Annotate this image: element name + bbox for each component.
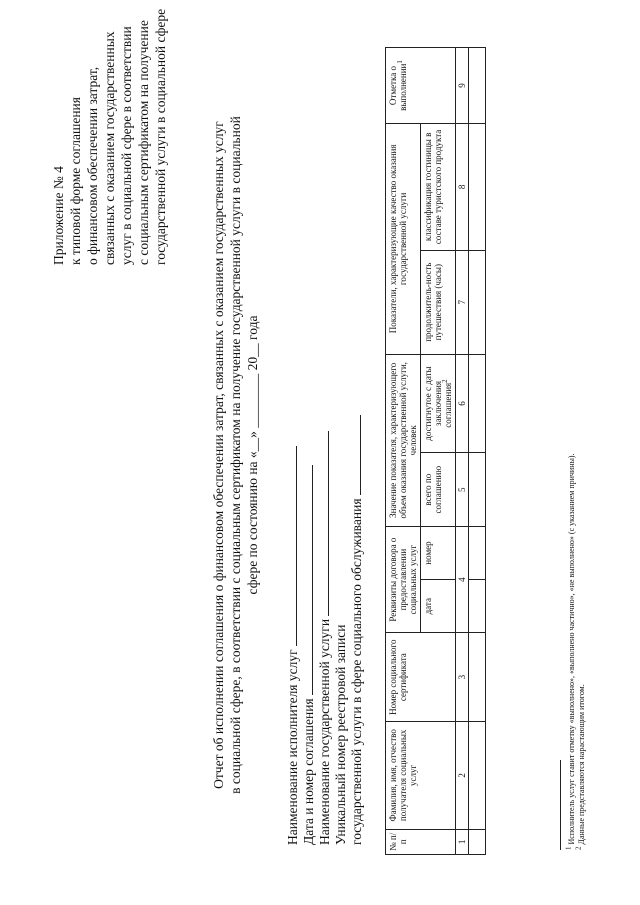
table-column-numbers	[456, 48, 469, 855]
header-mark-text: Отметка о выполнении	[388, 63, 408, 111]
title-line: сфере по состоянию на «__» ________ 20__ года	[245, 315, 260, 595]
table-cell	[469, 526, 486, 579]
appendix-line: с социальным сертификатом на получение	[136, 20, 151, 265]
footnote-2	[574, 250, 587, 850]
subheader-volume-total: всего по соглашению	[421, 453, 456, 526]
subheader-contract-date: дата	[421, 580, 456, 633]
title-line: в социальной сфере, в соответствии с социальным сертификатом на получение государственной услуги в социальной	[228, 116, 243, 794]
fill-line	[285, 446, 297, 646]
col-number: 6	[456, 354, 469, 453]
col-number: 1	[456, 829, 469, 854]
footnote-mark: 1	[564, 846, 573, 850]
title-line: Отчет об исполнении соглашения о финансовом обеспечении затрат, связанных с оказанием государственных услуг	[211, 121, 226, 789]
header-num: № п/п	[386, 829, 456, 854]
field-provider-name	[285, 125, 301, 845]
header-certificate: Номер социального сертификата	[386, 633, 456, 722]
col-number: 3	[456, 633, 469, 722]
table-header-row	[386, 48, 421, 855]
appendix-line: к типовой форме соглашения	[68, 97, 83, 265]
subheader-quality-class: классификация гостиницы в составе туристского продукта	[421, 124, 456, 251]
table-cell	[469, 829, 486, 854]
appendix-line: о финансовом обеспечении затрат,	[85, 66, 100, 265]
footnote-mark: 2	[574, 846, 583, 850]
table-row	[469, 48, 486, 855]
footnote-divider	[560, 760, 561, 850]
fill-line	[301, 465, 313, 695]
appendix-line: связанных с оказанием государственных	[102, 31, 117, 265]
header-recipient: Фамилия, имя, отчество получателя социальных услуг	[386, 722, 456, 830]
field-service-name	[317, 125, 333, 845]
header-mark	[386, 48, 456, 124]
report-fields	[285, 125, 365, 845]
table-cell	[469, 633, 486, 722]
footnote-ref: 1	[396, 60, 404, 64]
table-cell	[469, 580, 486, 633]
report-table	[385, 47, 486, 855]
subheader-contract-number: номер	[421, 526, 456, 579]
field-label: Наименование исполнителя услуг	[285, 649, 300, 845]
field-label: Наименование государственной услуги	[317, 618, 332, 845]
footnote-text: Данные представляются нарастающим итогом.	[577, 684, 586, 845]
table-cell	[469, 722, 486, 830]
col-number: 2	[456, 722, 469, 830]
appendix-line: услуг в социальной сфере в соответствии	[119, 26, 134, 265]
table-cell	[469, 48, 486, 124]
field-label: Дата и номер соглашения	[301, 698, 316, 845]
col-number: 7	[456, 250, 469, 354]
field-label: Уникальный номер реестровой записи	[333, 624, 348, 845]
subheader-quality-duration: продолжитель-ность путешествия (часы)	[421, 250, 456, 354]
appendix-line: государственной услуги в социальной сфере	[153, 8, 168, 265]
table-cell	[469, 124, 486, 251]
fill-line	[317, 431, 329, 616]
footnote-1	[564, 250, 577, 850]
col-number: 9	[456, 48, 469, 124]
footnote-ref: 2	[441, 379, 449, 383]
field-registry-number	[333, 125, 349, 845]
header-volume: Значение показателя, характеризующего объем оказания государственной услуги, человек	[386, 354, 421, 526]
footnote-text: Исполнитель услуг ставит отметку «выполнено», «выполнено частично», «не выполнено» (с указанием причины).	[567, 453, 576, 845]
subheader-volume-reached	[421, 354, 456, 453]
header-quality: Показатели, характеризующие качество оказания государственной услуги	[386, 124, 421, 355]
field-registry-number-cont	[349, 125, 365, 845]
subheader-volume-reached-text: достигнутое с даты заключения соглашения	[423, 366, 453, 441]
appendix-line: Приложение № 4	[51, 166, 66, 265]
header-contract: Реквизиты договора о предоставлении социальных услуг	[386, 526, 421, 632]
report-title	[210, 95, 261, 815]
fill-line	[349, 415, 361, 495]
footnotes	[560, 250, 587, 850]
col-number: 5	[456, 453, 469, 526]
table-cell	[469, 453, 486, 526]
table-cell	[469, 354, 486, 453]
col-number: 4	[456, 526, 469, 632]
table-cell	[469, 250, 486, 354]
appendix-header	[50, 5, 169, 265]
field-agreement	[301, 125, 317, 845]
field-label: государственной услуги в сфере социального обслуживания	[349, 498, 364, 845]
col-number: 8	[456, 124, 469, 251]
